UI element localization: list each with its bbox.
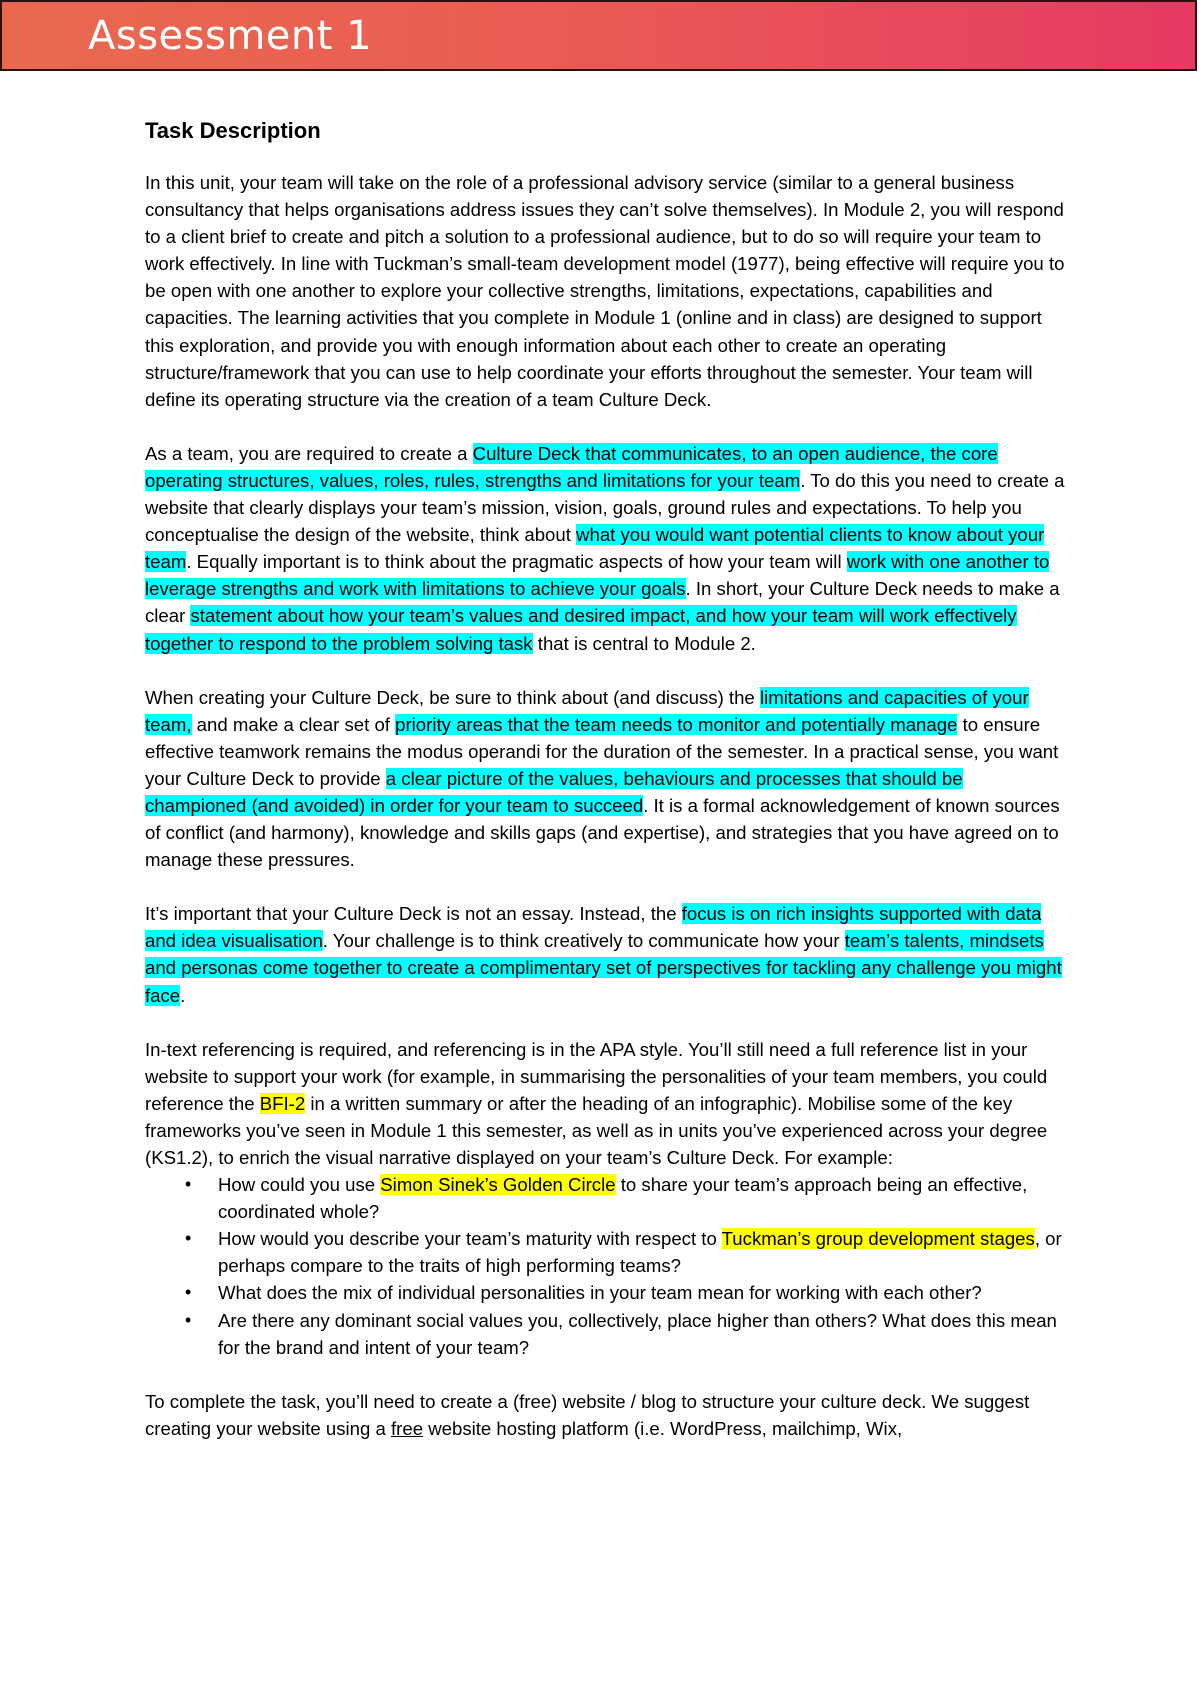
highlight-cyan: statement about how your team’s values and desired impact, and how your team will work effectively together to respond to the problem solving task [145,605,1017,654]
paragraph-referencing [145,1036,1065,1171]
paragraph-culture-deck [145,440,1065,657]
paragraph-not-essay [145,900,1065,1008]
paragraph-complete-task [145,1388,1065,1442]
bullet-icon: • [185,1309,192,1330]
text-run: What does the mix of individual personalities in your team mean for working with each other? [218,1282,982,1304]
text-run: How could you use [218,1174,381,1196]
text-run: When creating your Culture Deck, be sure to think about (and discuss) the [145,686,760,708]
text-run: In-text referencing is required, and referencing is in the APA style. You’ll still need a full reference list in your website to support your work (for example, in summarising the personalities of your team members, you could reference the [145,1038,1048,1114]
text-run: . In short, your Culture Deck needs to make a clear [145,578,1060,627]
list-item [145,1307,1065,1361]
text-run: , or perhaps compare to the traits of high performing teams? [218,1228,1062,1277]
text-run: that is central to Module 2. [532,632,756,654]
header-banner [0,0,1197,71]
bullet-icon: • [185,1282,192,1303]
section-heading: Task Description [145,118,321,143]
paragraph-limitations [145,684,1065,874]
text-run: . Equally important is to think about the pragmatic aspects of how your team will [186,551,847,573]
text-run: . Your challenge is to think creatively to communicate how your [322,930,845,952]
highlight-cyan: a clear picture of the values, behaviours and processes that should be championed (and avoided) in order for your team to succeed [145,767,963,816]
highlight-yellow: BFI-2 [259,1092,306,1114]
highlight-cyan: priority areas that the team needs to monitor and potentially manage [395,713,958,735]
text-run: To complete the task, you’ll need to create a (free) website / blog to structure your culture deck. We suggest creating your website using a [145,1390,1030,1439]
highlight-cyan: work with one another to leverage strengths and work with limitations to achieve your goals [145,551,1050,600]
example-questions-list [145,1171,1065,1361]
text-run: How would you describe your team’s maturity with respect to [218,1228,722,1250]
text-run: website hosting platform (i.e. WordPress, mailchimp, Wix, [423,1417,903,1439]
list-item [145,1225,1065,1279]
highlight-cyan: limitations and capacities of your team, [145,686,1029,735]
highlight-cyan: focus is on rich insights supported with data and idea visualisation [145,903,1042,952]
text-run: Are there any dominant social values you, collectively, place higher than others? What does this mean for the brand and intent of your team? [218,1309,1057,1358]
page-title: Assessment 1 [88,13,373,59]
highlight-cyan: Culture Deck that communicates, to an open audience, the core operating structures, values, roles, rules, strengths and limitations for your team [145,442,998,491]
text-run: It’s important that your Culture Deck is not an essay. Instead, the [145,903,682,925]
highlight-yellow: Tuckman’s group development stages [721,1228,1035,1250]
text-run: . To do this you need to create a website that clearly displays your team’s mission, vision, goals, ground rules and expectations. To help you conceptualise the design of the website, think about [145,469,1065,546]
paragraph-intro: In this unit, your team will take on the role of a professional advisory service (similar to a general business consultancy that helps organisations address issues they can’t solve themselves). In Module 2, you will respond to a client brief to create and pitch a solution to a professional audience, but to do so will require your team to work effectively. In line with Tuckman’s small-team development model (1977), being effective will require you to be open with one another to explore your collective strengths, limitations, expectations, capabilities and capacities. The learning activities that you complete in Module 1 (online and in class) are designed to support this exploration, and provide you with enough information about each other to create an operating structure/framework that you can use to help coordinate your efforts throughout the semester. Your team will define its operating structure via the creation of a team Culture Deck. [145,172,1065,410]
text-run: to ensure effective teamwork remains the modus operandi for the duration of the semester. In a practical sense, you want your Culture Deck to provide [145,713,1059,789]
text-run: . [180,984,186,1006]
bullet-icon: • [185,1174,192,1195]
text-run: As a team, you are required to create a [145,442,473,464]
text-run: and make a clear set of [191,713,396,735]
underlined-text: free [391,1417,424,1439]
list-item [145,1279,1065,1306]
list-item [145,1171,1065,1225]
text-run: in a written summary or after the heading of an infographic). Mobilise some of the key frameworks you’ve seen in Module 1 this semester, as well as in units you’ve experienced across your degree (KS1.2), to enrich the visual narrative displayed on your team’s Culture Deck. For example: [145,1092,1048,1168]
document-body [145,116,1065,1469]
highlight-yellow: Simon Sinek’s Golden Circle [380,1174,616,1196]
bullet-icon: • [185,1228,192,1249]
text-run: . It is a formal acknowledgement of known sources of conflict (and harmony), knowledge and skills gaps (and expertise), and strategies that you have agreed on to manage these pressures. [145,794,1060,871]
highlight-cyan: team’s talents, mindsets and personas come together to create a complimentary set of perspectives for tackling any challenge you might face [145,930,1062,1006]
text-run: to share your team’s approach being an effective, coordinated whole? [218,1174,1028,1223]
highlight-cyan: what you would want potential clients to know about your team [145,524,1045,573]
